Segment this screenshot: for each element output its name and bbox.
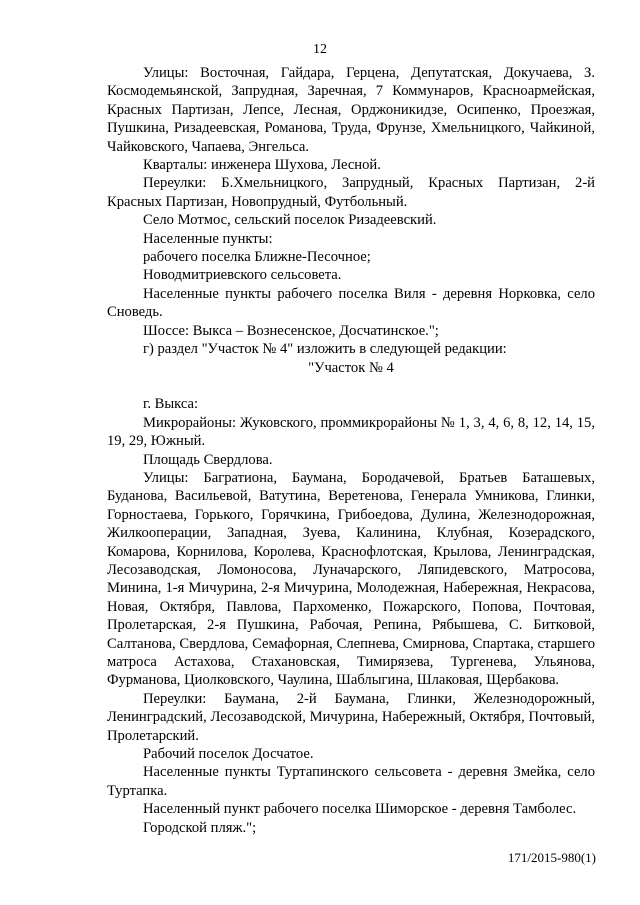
paragraph-highways: Шоссе: Выкса – Вознесенское, Досчатинское.";	[143, 322, 439, 339]
paragraph-city: г. Выкса:	[143, 396, 199, 413]
paragraph-microdistricts: Микрорайоны: Жуковского, проммикрорайоны № 1, 3, 4, 6, 8, 12, 14, 15, 19, 29, Южный.	[107, 414, 595, 450]
paragraph-settlement-novodmitrievsky: Новодмитриевского сельсовета.	[143, 267, 342, 284]
paragraph-shimorskoe: Населенный пункт рабочего поселка Шиморское - деревня Тамболес.	[143, 801, 577, 818]
paragraph-lanes-2: Переулки: Баумана, 2-й Баумана, Глинки, Железнодорожный, Ленинградский, Лесозаводской, Мичурина, Набережный, Октября, Почтовый, Пролетарский.	[107, 690, 595, 744]
paragraph-beach: Городской пляж.";	[143, 819, 257, 836]
paragraph-settlement-vilya: Населенные пункты рабочего поселка Виля - деревня Норковка, село Сноведь.	[107, 285, 595, 321]
document-code: 171/2015-980(1)	[507, 850, 596, 865]
section-title: "Участок № 4	[308, 359, 394, 376]
paragraph-square: Площадь Свердлова.	[143, 451, 273, 468]
paragraph-settlements-heading: Населенные пункты:	[143, 230, 273, 247]
paragraph-streets-2: Улицы: Багратиона, Баумана, Бородачевой, Братьев Баташевых, Буданова, Васильевой, Ватутина, Веретенова, Генерала Умникова, Глинки, Горностаева, Горького, Горячкина, Грибоедова, Дулина, Железнодорожная, Жилкооперации, Западная, Зуева, Калинина, Клубная, Козерадского, Комарова, Корнилова, Королева, Краснофлотская, Крылова, Ленинградская, Лесозаводская, Ломоносова, Луначарского, Ляпидевского, Матросова, Минина, 1-я Мичурина, 2-я Мичурина, Молодежная, Набережная, Некрасова, Новая, Октября, Павлова, Пархоменко, Пожарского, Попова, Почтовая, Пролетарская, 2-я Пушкина, Рабочая, Репина, Рябышева, С. Битковой, Салтанова, Свердлова, Семафорная, Слепнева, Смирнова, Спартака, старшего матроса Астахова, Стахановская, Тимирязева, Тургенева, Ульянова, Фурманова, Циолковского, Чаулина, Шаблыгина, Шлаковая, Щербакова.	[107, 469, 595, 689]
paragraph-villages-1: Село Мотмос, сельский поселок Ризадеевский.	[143, 212, 437, 229]
paragraph-quarters: Кварталы: инженера Шухова, Лесной.	[143, 157, 381, 174]
paragraph-settlement-blizhne: рабочего поселка Ближне-Песочное;	[143, 249, 371, 266]
blank-line	[107, 377, 595, 395]
document-body	[107, 64, 595, 837]
paragraph-streets-1: Улицы: Восточная, Гайдара, Герцена, Депутатская, Докучаева, З. Космодемьянской, Запрудная, Заречная, 7 Коммунаров, Красноармейская, Красных Партизан, Лепсе, Лесная, Орджоникидзе, Осипенко, Проезжая, Пушкина, Ризадеевская, Романова, Труда, Фрунзе, Хмельницкого, Чайкиной, Чайковского, Чапаева, Энгельса.	[107, 65, 595, 155]
paragraph-turtapinsky: Населенные пункты Туртапинского сельсовета - деревня Змейка, село Туртапка.	[107, 764, 595, 799]
paragraph-lanes-1: Переулки: Б.Хмельницкого, Запрудный, Красных Партизан, 2-й Красных Партизан, Новопрудный, Футбольный.	[107, 175, 595, 210]
page-number: 12	[313, 42, 327, 57]
paragraph-section-instruction: г) раздел "Участок № 4" изложить в следующей редакции:	[143, 341, 507, 358]
paragraph-doschatoe: Рабочий поселок Досчатое.	[143, 746, 314, 763]
